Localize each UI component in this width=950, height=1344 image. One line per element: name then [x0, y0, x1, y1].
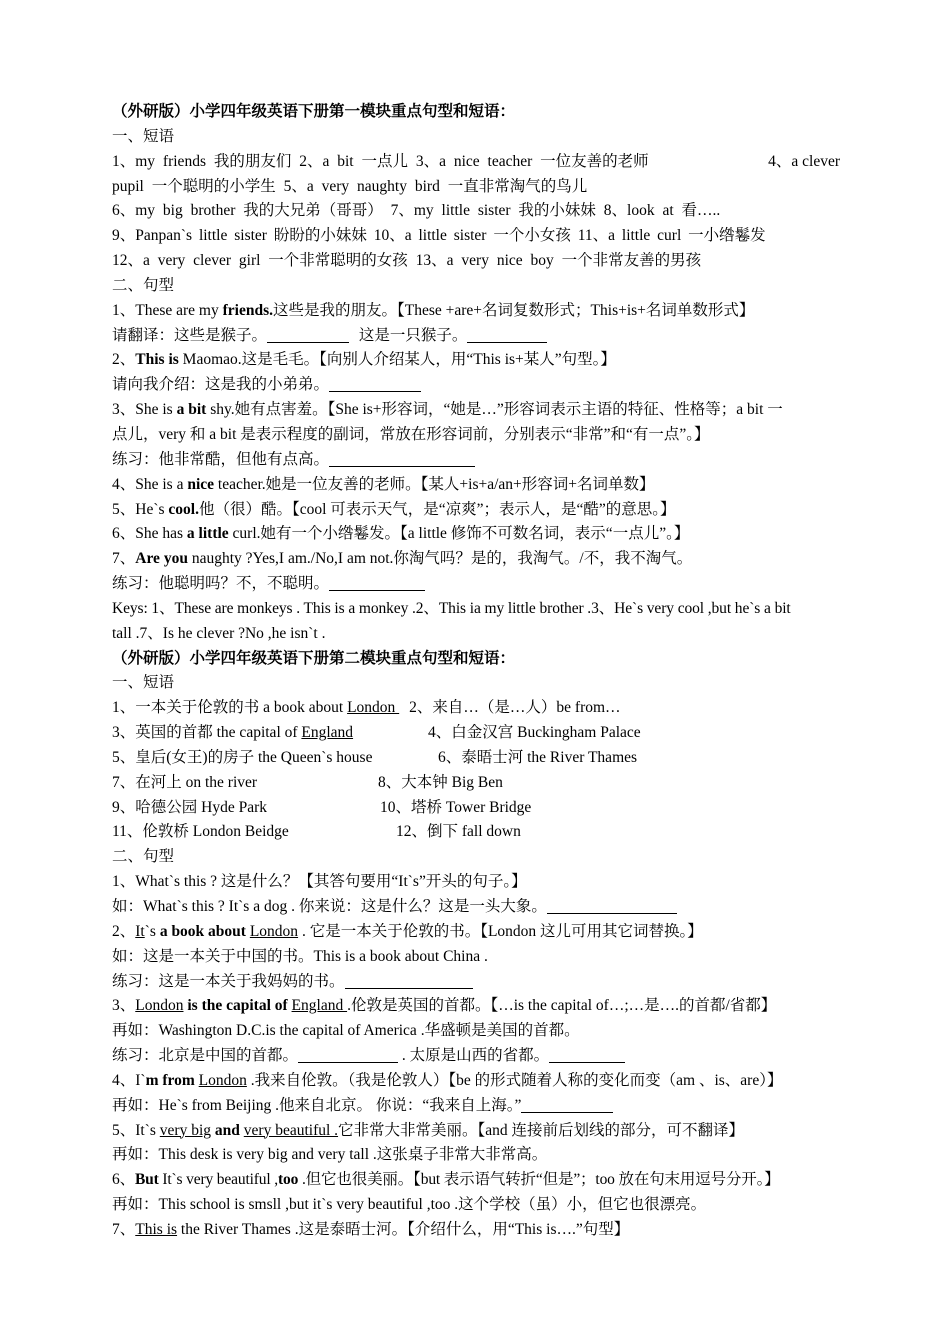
answer-blank[interactable]	[329, 450, 475, 467]
answer-blank[interactable]	[329, 375, 421, 392]
module1-keys-line: Keys: 1、These are monkeys . This is a monkey .2、This ia my little brother .3、He`s very cool ,but he`s a bit	[112, 599, 791, 617]
module1-phrase-line: 6、my big brother 我的大兄弟（哥哥） 7、my little sister 我的小妹妹 8、look at 看…..	[112, 202, 721, 220]
module2-phrase-line: 9、哈德公园 Hyde Park 10、塔桥 Tower Bridge	[112, 798, 532, 816]
module1-exercise-3: 练习：他非常酷，但他有点高。	[112, 448, 840, 473]
module2-sentence-5: 5、It`s very big and very beautiful .它非常大非常美丽。【and 连接前后划线的部分，可不翻译】	[112, 1121, 745, 1139]
module2-example-6: 再如：This school is smsll ,but it`s very beautiful ,too .这个学校（虽）小，但它也很漂亮。	[112, 1196, 707, 1214]
module1-exercise-1: 请翻译：这些是猴子。 这是一只猴子。	[112, 324, 840, 349]
module1-title: （外研版）小学四年级英语下册第一模块重点句型和短语：	[112, 103, 516, 120]
answer-blank[interactable]	[267, 326, 349, 343]
module1-sentences-heading: 二、句型	[112, 276, 175, 294]
module2-sentence-2: 2、It`s a book about London . 它是一本关于伦敦的书。【London 这儿可用其它词替换。】	[112, 922, 703, 940]
module1-sentence-4: 4、She is a nice teacher.她是一位友善的老师。【某人+is+a/an+形容词+名词单数】	[112, 475, 655, 493]
module2-example-3: 再如：Washington D.C.is the capital of America .华盛顿是美国的首都。	[112, 1022, 580, 1040]
module2-phrase-line: 7、在河上 on the river 8、大本钟 Big Ben	[112, 773, 503, 791]
module2-phrases-heading: 一、短语	[112, 674, 175, 692]
module1-sentence-6: 6、She has a little curl.她有一个小绺鬈发。【a little 修饰不可数名词，表示“一点儿”。】	[112, 525, 690, 543]
answer-blank[interactable]	[298, 1046, 398, 1063]
module2-sentence-1: 1、What`s this ? 这是什么？【其答句要用“It`s”开头的句子。】	[112, 873, 527, 891]
module2-sentence-7: 7、This is the River Thames .这是泰晤士河。【介绍什么，用“This is….”句型】	[112, 1220, 630, 1238]
module2-sentence-6: 6、But It`s very beautiful ,too .但它也很美丽。【but 表示语气转折“但是”；too 放在句末用逗号分开。】	[112, 1171, 780, 1189]
module2-phrase-line: 5、皇后(女王)的房子 the Queen`s house 6、泰晤士河 the River Thames	[112, 748, 638, 766]
module2-example-5: 再如：This desk is very big and very tall .这张桌子非常大非常高。	[112, 1146, 548, 1164]
module2-sentence-4: 4、I`m from London .我来自伦敦。（我是伦敦人）【be 的形式随着人称的变化而变（am 、is、are）】	[112, 1071, 783, 1089]
answer-blank[interactable]	[345, 972, 473, 989]
module2-exercise-2: 练习：这是一本关于我妈妈的书。	[112, 970, 840, 995]
module1-sentence-5: 5、He`s cool.他（很）酷。【cool 可表示天气，是“凉爽”；表示人，是“酷”的意思。】	[112, 500, 676, 518]
module2-sentences-heading: 二、句型	[112, 848, 175, 866]
module2-example-2: 如：这是一本关于中国的书。This is a book about China .	[112, 947, 488, 965]
module2-phrase-line: 1、一本关于伦敦的书 a book about London 2、来自…（是…人）be from…	[112, 699, 621, 717]
module1-sentence-7: 7、Are you naughty ?Yes,I am./No,I am not.你淘气吗？是的，我淘气。/不，我不淘气。	[112, 550, 693, 568]
module1-sentence-2: 2、This is Maomao.这是毛毛。【向别人介绍某人，用“This is+某人”句型。】	[112, 351, 616, 369]
module2-title: （外研版）小学四年级英语下册第二模块重点句型和短语：	[112, 649, 516, 667]
answer-blank[interactable]	[521, 1096, 613, 1113]
module2-phrase-line: 11、伦敦桥 London Beidge 12、倒下 fall down	[112, 823, 521, 841]
module2-exercise-3: 练习：北京是中国的首都。 . 太原是山西的省都。	[112, 1044, 840, 1069]
module2-phrase-line: 3、英国的首都 the capital of England 4、白金汉宫 Buckingham Palace	[112, 724, 641, 742]
answer-blank[interactable]	[549, 1046, 625, 1063]
worksheet-content	[112, 100, 840, 1243]
module1-sentence-3-cont: 点儿，very 和 a bit 是表示程度的副词，常放在形容词前，分别表示“非常”和“有一点”。】	[112, 425, 710, 443]
module1-exercise-2: 请向我介绍：这是我的小弟弟。	[112, 373, 840, 398]
module1-phrase-line: 12、a very clever girl 一个非常聪明的女孩 13、a very nice boy 一个非常友善的男孩	[112, 252, 702, 270]
module1-sentence-3: 3、She is a bit shy.她有点害羞。【She is+形容词，“她是…”形容词表示主语的特征、性格等；a bit 一	[112, 401, 783, 419]
module1-exercise-7: 练习：他聪明吗？不，不聪明。	[112, 572, 840, 597]
module2-exercise-4: 再如：He`s from Beijing .他来自北京。 你说：“我来自上海。”	[112, 1094, 840, 1119]
module1-sentence-1: 1、These are my friends.这些是我的朋友。【These +are+名词复数形式；This+is+名词单数形式】	[112, 301, 755, 319]
module2-sentence-3: 3、London is the capital of England .伦敦是英国的首都。【…is the capital of…;…是….的首都/省都】	[112, 997, 777, 1015]
module2-exercise-1: 如：What`s this ? It`s a dog . 你来说：这是什么？这是一头大象。	[112, 895, 840, 920]
module1-phrase-line: pupil 一个聪明的小学生 5、a very naughty bird 一直非常淘气的鸟儿	[112, 177, 588, 195]
module1-phrases-heading: 一、短语	[112, 127, 175, 145]
module1-phrase-line: 9、Panpan`s little sister 盼盼的小妹妹 10、a little sister 一个小女孩 11、a little curl 一小绺鬈发	[112, 227, 766, 245]
answer-blank[interactable]	[547, 897, 677, 914]
module1-phrase-line: 1、my friends 我的朋友们 2、a bit 一点儿 3、a nice teacher 一位友善的老师 4、a clever	[112, 152, 840, 170]
answer-blank[interactable]	[467, 326, 547, 343]
answer-blank[interactable]	[329, 574, 425, 591]
module1-keys-line: tall .7、Is he clever ?No ,he isn`t .	[112, 624, 326, 642]
